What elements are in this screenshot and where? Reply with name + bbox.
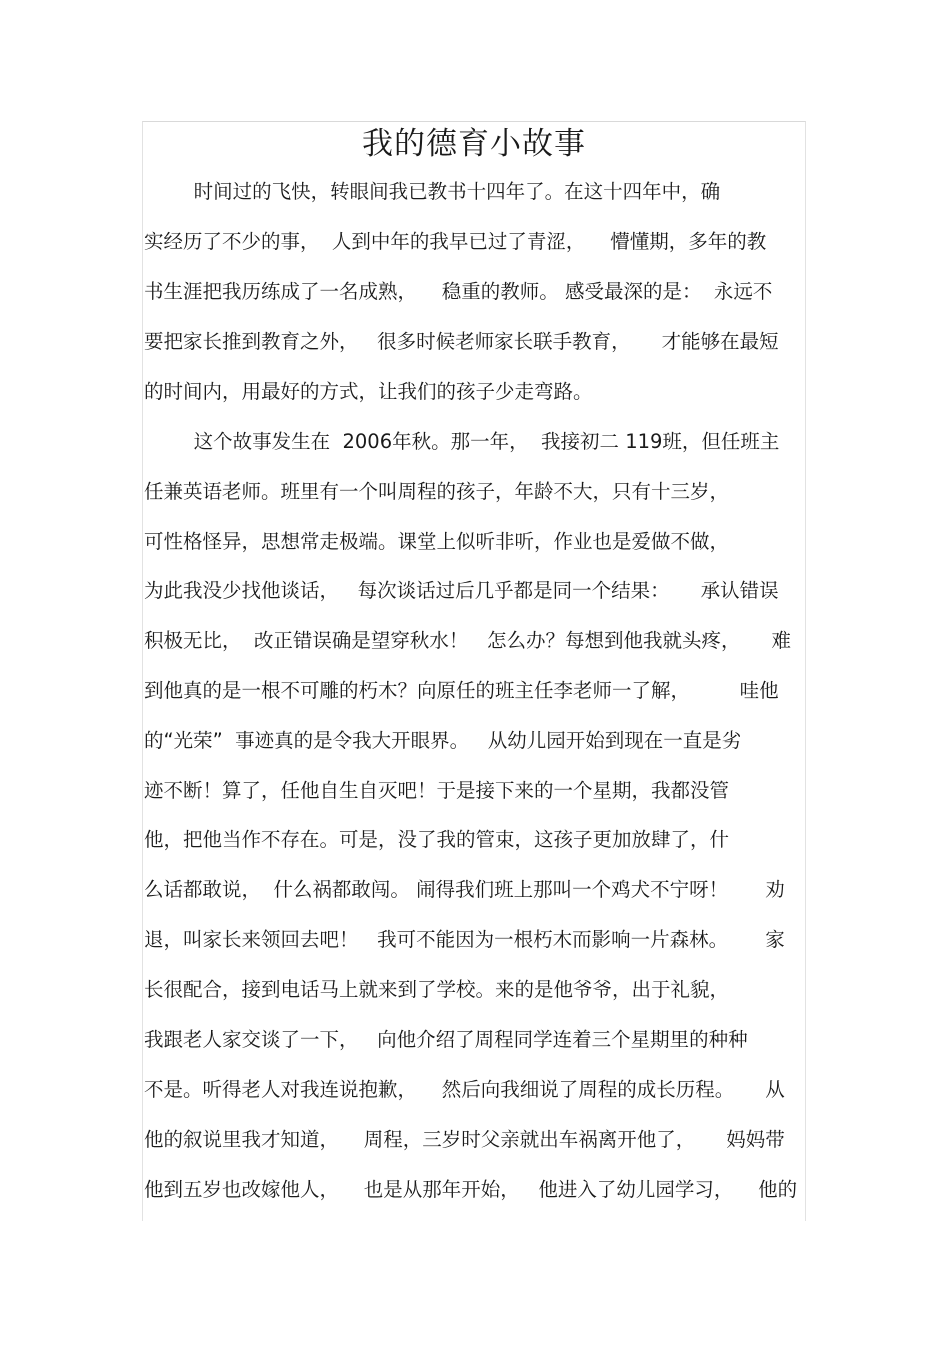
text-line: 不是。听得老人对我连说抱歉， 然后向我细说了周程的成长历程。 从 — [144, 1078, 785, 1101]
text-line: 这个故事发生在 2006年秋。那一年， 我接初二 119班，但任班主 — [144, 430, 780, 453]
document-title: 我的德育小故事 — [362, 126, 586, 162]
text-line: 他到五岁也改嫁他人， 也是从那年开始， 他进入了幼儿园学习， 他的 — [144, 1178, 798, 1201]
text-line: 他的叙说里我才知道， 周程，三岁时父亲就出车祸离开他了， 妈妈带 — [144, 1128, 785, 1151]
text-line: 任兼英语老师。班里有一个叫周程的孩子，年龄不大，只有十三岁， — [144, 480, 730, 503]
text-line: 到他真的是一根不可雕的朽木？向原任的班主任李老师一了解， 哇他 — [144, 679, 779, 702]
text-line: 的“光荣” 事迹真的是令我大开眼界。 从幼儿园开始到现在一直是劣 — [144, 729, 742, 752]
text-line: 他，把他当作不存在。可是，没了我的管束，这孩子更加放肆了，什 — [144, 828, 730, 851]
text-line: 可性格怪异，思想常走极端。课堂上似听非听，作业也是爱做不做， — [144, 530, 730, 553]
text-line: 书生涯把我历练成了一名成熟， 稳重的教师。 感受最深的是： 永远不 — [144, 280, 773, 303]
text-line: 的时间内，用最好的方式，让我们的孩子少走弯路。 — [144, 380, 593, 403]
text-line: 长很配合，接到电话马上就来到了学校。来的是他爷爷，出于礼貌， — [144, 978, 730, 1001]
text-line: 退，叫家长来领回去吧！ 我可不能因为一根朽木而影响一片森林。 家 — [144, 928, 785, 951]
text-line: 要把家长推到教育之外， 很多时候老师家长联手教育， 才能够在最短 — [144, 330, 779, 353]
text-line: 时间过的飞快，转眼间我已教书十四年了。在这十四年中，确 — [144, 180, 721, 203]
text-line: 为此我没少找他谈话， 每次谈话过后几乎都是同一个结果： 承认错误 — [144, 579, 779, 602]
text-line: 实经历了不少的事， 人到中年的我早已过了青涩， 懵懂期，多年的教 — [144, 230, 767, 253]
text-line: 我跟老人家交谈了一下， 向他介绍了周程同学连着三个星期里的种种 — [144, 1028, 748, 1051]
text-line: 积极无比， 改正错误确是望穿秋水！ 怎么办？每想到他我就头疼， 难 — [144, 629, 791, 652]
text-line: 迹不断！算了，任他自生自灭吧！于是接下来的一个星期，我都没管 — [144, 779, 730, 802]
text-line: 么话都敢说， 什么祸都敢闯。 闹得我们班上那叫一个鸡犬不宁呀！ 劝 — [144, 878, 785, 901]
